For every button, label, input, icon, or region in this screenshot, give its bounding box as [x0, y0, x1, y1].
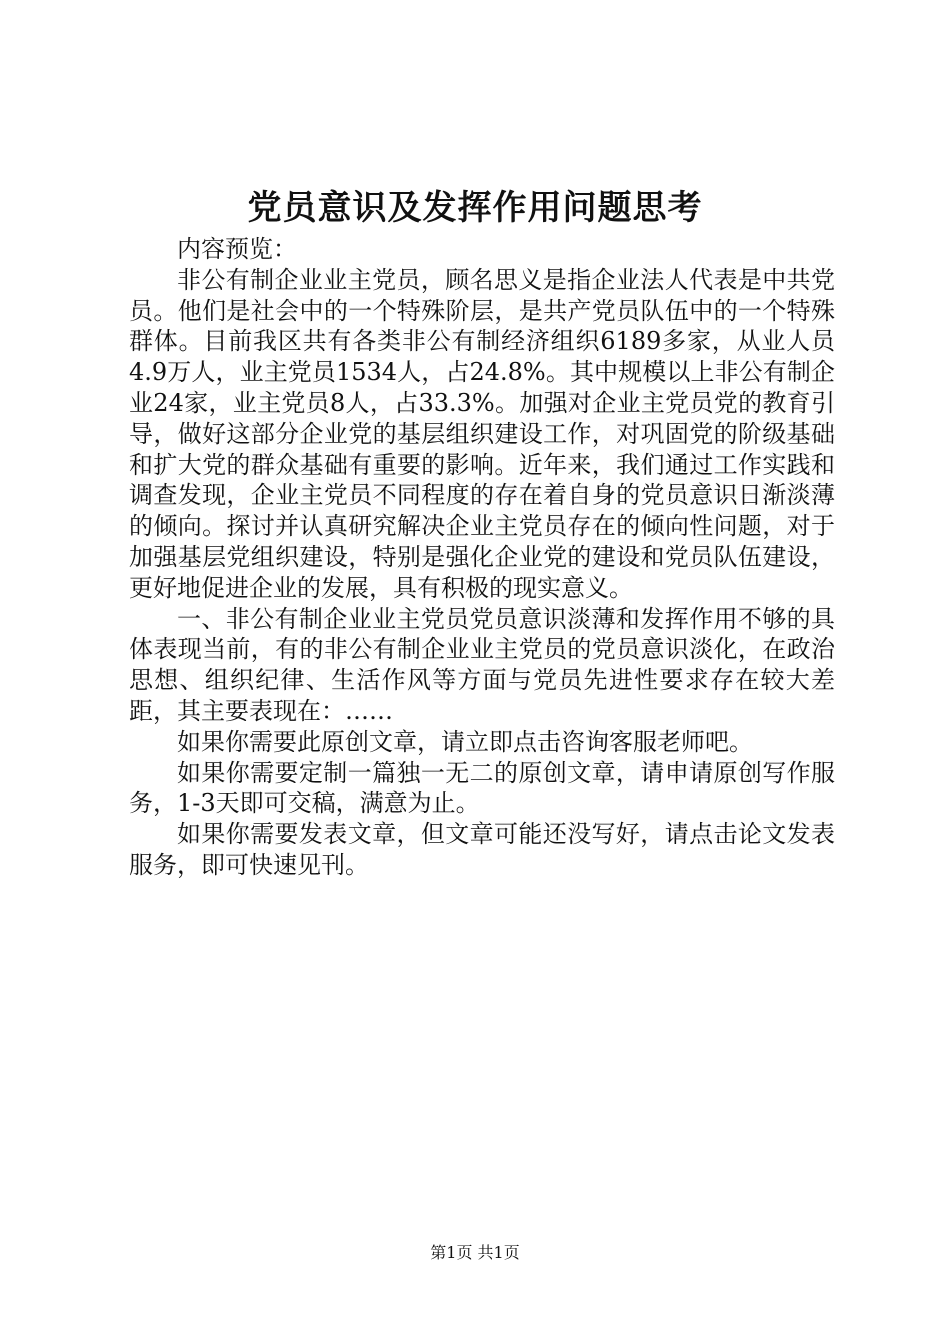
body-paragraph-intro: 非公有制企业业主党员，顾名思义是指企业法人代表是中共党员。他们是社会中的一个特殊阶层，是共产党员队伍中的一个特殊群体。目前我区共有各类非公有制经济组织6189多家，从业人员4.9万人，业主党员1534人，占24.8%。其中规模以上非公有制企业24家，业主党员8人，占33.3%。加强对企业主党员党的教育引导，做好这部分企业党的基层组织建设工作，对巩固党的阶级基础和扩大党的群众基础有重要的影响。近年来，我们通过工作实践和调查发现，企业主党员不同程度的存在着自身的党员意识日渐淡薄的倾向。探讨并认真研究解决企业主党员存在的倾向性问题，对于加强基层党组织建设，特别是强化企业党的建设和党员队伍建设，更好地促进企业的发展，具有积极的现实意义。: [129, 265, 835, 602]
preview-label: 内容预览：: [177, 235, 297, 263]
document-body: [129, 234, 835, 881]
document-title: 党员意识及发挥作用问题思考: [247, 188, 703, 228]
promo-custom-writing-line: 如果你需要定制一篇独一无二的原创文章，请申请原创写作服务，1-3天即可交稿，满意为止。: [129, 758, 835, 818]
page-number-footer: 第1页 共1页: [430, 1243, 520, 1262]
promo-publishing-line: 如果你需要发表文章，但文章可能还没写好，请点击论文发表服务，即可快速见刊。: [129, 820, 835, 879]
body-paragraph-section-one: 一、非公有制企业业主党员党员意识淡薄和发挥作用不够的具体表现当前，有的非公有制企业业主党员的党员意识淡化，在政治思想、组织纪律、生活作风等方面与党员先进性要求存在较大差距，其主要表现在：……: [129, 604, 835, 725]
promo-consult-line: 如果你需要此原创文章，请立即点击咨询客服老师吧。: [177, 727, 753, 756]
